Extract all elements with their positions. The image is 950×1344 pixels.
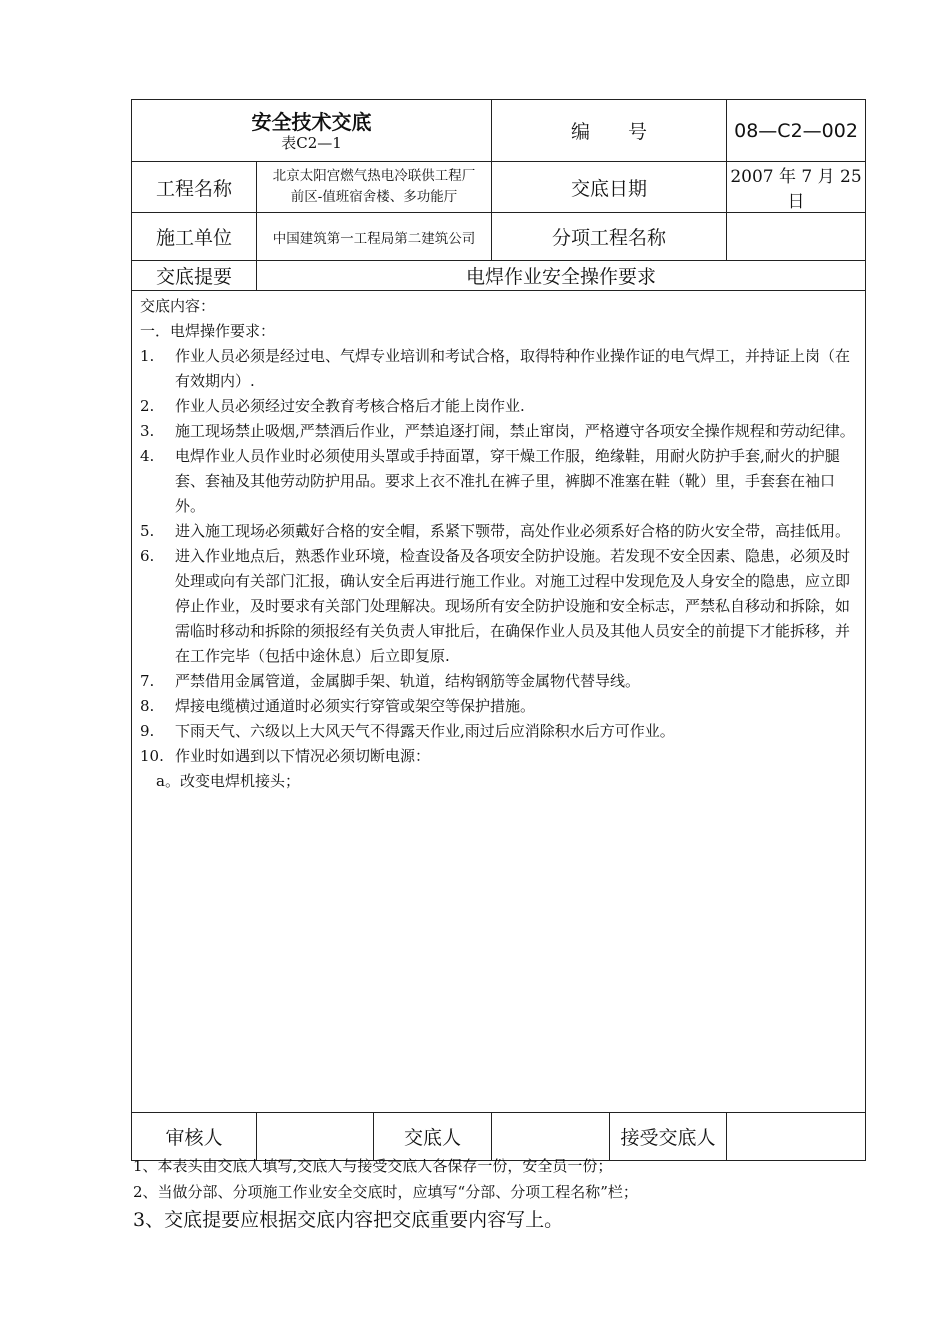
item-text: 作业时如遇到以下情况必须切断电源： (175, 747, 431, 765)
note-2: 2、当做分部、分项施工作业安全交底时，应填写“分部、分项工程名称”栏； (133, 1183, 638, 1201)
item-text: 作业人员必须经过安全教育考核合格后才能上岗作业. (175, 397, 525, 415)
number-label: 编 号 (492, 100, 727, 162)
project-name-value (257, 162, 492, 213)
number-value: 08—C2—002 (727, 100, 866, 162)
item-text: 下雨天气、六级以上大风天气不得露天作业,雨过后应消除积水后方可作业。 (175, 722, 675, 740)
form-title: 安全技术交底 (251, 109, 372, 134)
item-number: 1. (140, 347, 155, 365)
receiver-label: 接受交底人 (610, 1113, 727, 1161)
list-item (140, 519, 859, 544)
summary-value: 电焊作业安全操作要求 (257, 261, 866, 291)
summary-label: 交底提要 (132, 261, 257, 291)
content-sub-item: a。改变电焊机接头； (156, 772, 300, 790)
form-table (131, 99, 866, 1161)
project-name-label: 工程名称 (132, 162, 257, 213)
item-number: 2. (140, 397, 155, 415)
item-number: 8. (140, 697, 155, 715)
list-item (140, 419, 859, 444)
list-item (140, 694, 859, 719)
list-item (140, 669, 859, 694)
content-section-title: 一．电焊操作要求： (140, 322, 276, 340)
note-1: 1、本表头由交底人填写,交底人与接受交底人各保存一份，安全员一份； (133, 1157, 613, 1175)
project-name-line2: 前区-值班宿舍楼、多功能厅 (290, 189, 458, 205)
list-item (140, 444, 859, 519)
item-text: 作业人员必须是经过电、气焊专业培训和考试合格，取得特种作业操作证的电气焊工，并持证上岗（在有效期内）. (175, 347, 851, 390)
presenter-label: 交底人 (374, 1113, 492, 1161)
list-item (140, 544, 859, 669)
item-number: 7. (140, 672, 155, 690)
item-text: 焊接电缆横过通道时必须实行穿管或架空等保护措施。 (175, 697, 536, 715)
list-item (140, 344, 859, 394)
item-number: 4. (140, 447, 155, 465)
date-value: 2007 年 7 月 25 日 (727, 162, 866, 213)
form-title-cell (132, 100, 492, 162)
disclosure-content (132, 291, 866, 1113)
date-label: 交底日期 (492, 162, 727, 213)
item-number: 6. (140, 547, 155, 565)
item-number: 10. (140, 747, 164, 765)
project-name-line1: 北京太阳宫燃气热电冷联供工程厂 (272, 168, 476, 184)
reviewer-label: 审核人 (132, 1113, 257, 1161)
content-heading: 交底内容： (140, 297, 216, 315)
subproject-name-value (727, 213, 866, 261)
item-number: 5. (140, 522, 155, 540)
item-number: 9. (140, 722, 155, 740)
list-item (140, 719, 859, 744)
item-text: 电焊作业人员作业时必须使用头罩或手持面罩，穿干燥工作服，绝缘鞋，用耐火防护手套,耐火的护腿套、套袖及其他劳动防护用品。要求上衣不准扎在裤子里，裤脚不准塞在鞋（靴）里，手套套在袖口外。 (175, 447, 840, 515)
subproject-name-label: 分项工程名称 (492, 213, 727, 261)
form-code: 表C2—1 (281, 133, 342, 152)
item-text: 进入作业地点后，熟悉作业环境，检查设备及各项安全防护设施。若发现不安全因素、隐患，必须及时处理或向有关部门汇报，确认安全后再进行施工作业。对施工过程中发现危及人身安全的隐患，应立即停止作业，及时要求有关部门处理解决。现场所有安全防护设施和安全标志，严禁私自移动和拆除，如需临时移动和拆除的须报经有关负责人审批后，在确保作业人员及其他人员安全的前提下才能拆移，并在工作完毕（包括中途休息）后立即复原. (175, 547, 851, 665)
safety-disclosure-form (131, 99, 865, 1161)
construction-unit-value: 中国建筑第一工程局第二建筑公司 (257, 213, 492, 261)
list-item (140, 394, 859, 419)
content-items (140, 344, 859, 769)
item-number: 3. (140, 422, 155, 440)
construction-unit-label: 施工单位 (132, 213, 257, 261)
form-notes (133, 1153, 873, 1235)
list-item (140, 744, 859, 769)
item-text: 施工现场禁止吸烟,严禁酒后作业，严禁追逐打闹，禁止窜岗，严格遵守各项安全操作规程和劳动纪律。 (175, 422, 855, 440)
item-text: 严禁借用金属管道，金属脚手架、轨道，结构钢筋等金属物代替导线。 (175, 672, 641, 690)
note-3: 3、交底提要应根据交底内容把交底重要内容写上。 (133, 1209, 564, 1231)
item-text: 进入施工现场必须戴好合格的安全帽，系紧下颚带，高处作业必须系好合格的防火安全带，高挂低用。 (175, 522, 851, 540)
